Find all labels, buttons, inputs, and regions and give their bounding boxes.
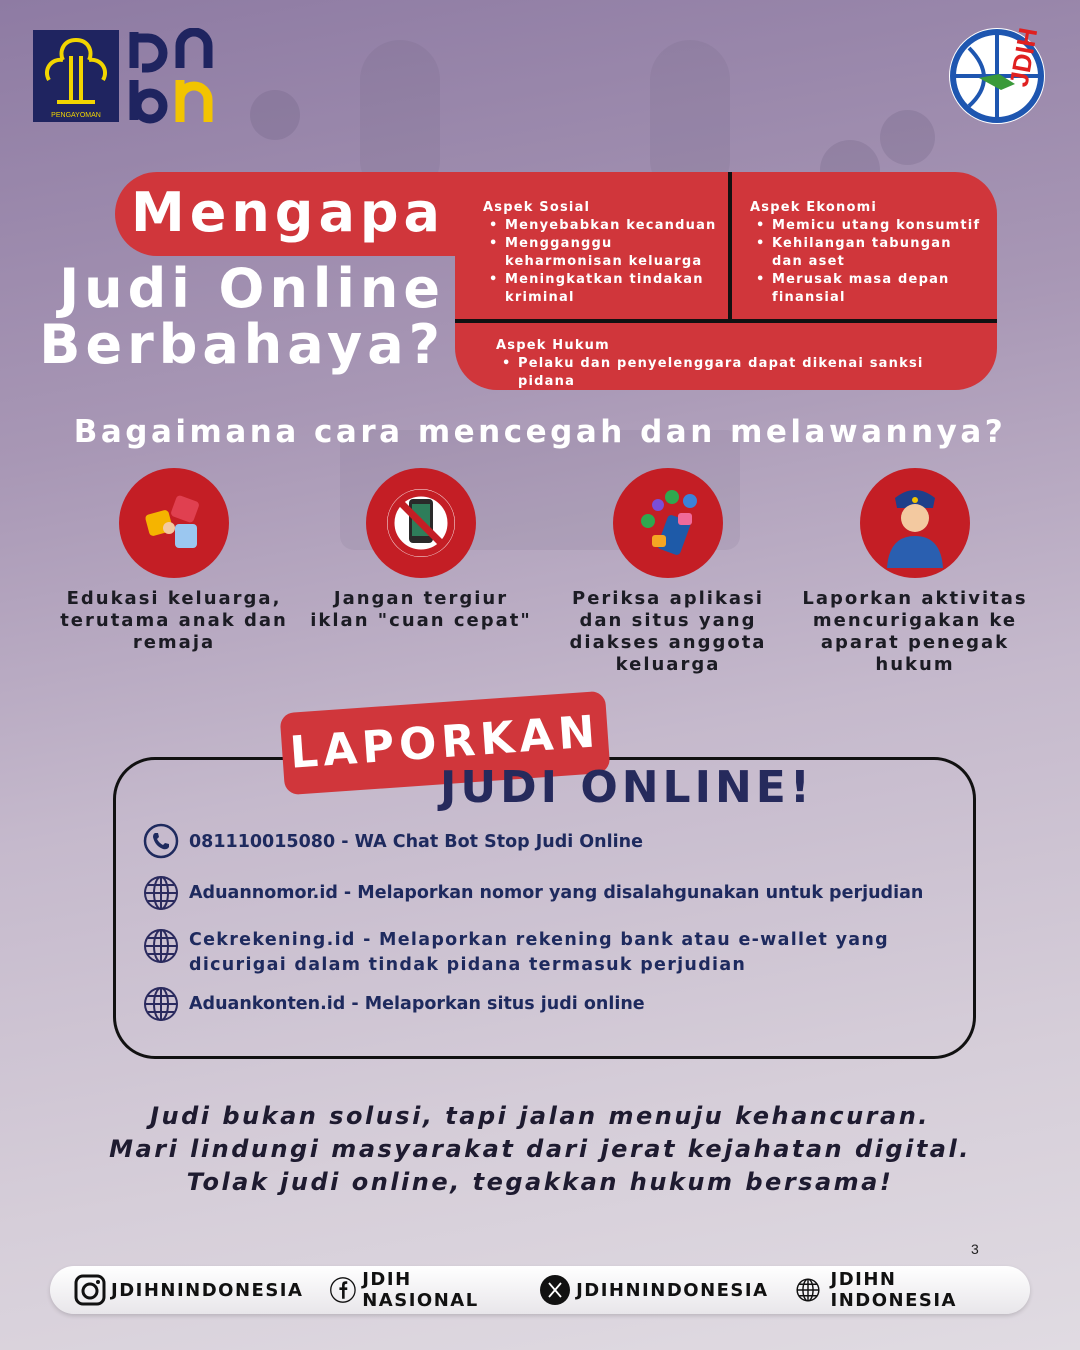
aspect-item: • Menyebabkan kecanduan (483, 217, 728, 235)
report-tag: LAPORKAN (280, 691, 611, 796)
prevention-heading: Bagaimana cara mencegah dan melawannya? (73, 414, 1007, 450)
logo-caption: PENGAYOMAN (51, 112, 101, 119)
globe-icon (143, 875, 179, 911)
footer-label: JDIHNINDONESIA (576, 1279, 769, 1301)
report-item-cekrekening[interactable] (143, 928, 973, 978)
step-avoid-ads (301, 468, 541, 632)
footer-label: JDIHNINDONESIA (111, 1279, 304, 1301)
step-text: Laporkan aktivitas mencurigakan ke aparat penegak hukum (802, 588, 1028, 675)
aspect-item: • Pelaku dan penyelenggara dapat dikenai sanksi pidana (496, 355, 976, 391)
report-item-aduankonten[interactable] (143, 986, 645, 1022)
report-item-text: Aduankonten.id - Melaporkan situs judi online (189, 994, 645, 1014)
step-check-apps (548, 468, 788, 676)
report-item-whatsapp[interactable] (143, 823, 643, 859)
footer-facebook[interactable] (329, 1269, 513, 1311)
bphn-logo (126, 28, 222, 124)
aspect-heading: Aspek Hukum (496, 338, 610, 353)
social-footer (50, 1266, 1030, 1314)
jdih-logo (949, 28, 1045, 124)
tree-icon (33, 30, 119, 110)
footer-label: JDIH NASIONAL (362, 1269, 479, 1311)
closing-message (0, 1100, 1080, 1199)
step-education (54, 468, 294, 654)
title-line-3: Berbahaya? (39, 313, 445, 376)
aspect-item: • Memicu utang konsumtif (750, 217, 985, 235)
background-chip (880, 110, 935, 165)
x-icon (539, 1274, 571, 1306)
footer-website[interactable] (795, 1269, 1004, 1311)
phone-icon (143, 823, 179, 859)
globe-icon (795, 1275, 821, 1305)
background-chip (250, 90, 300, 140)
divider (728, 172, 732, 322)
step-text: Edukasi keluarga, terutama anak dan remaja (60, 588, 288, 653)
closing-line: Judi bukan solusi, tapi jalan menuju kehancuran. (150, 1102, 930, 1130)
report-title: JUDI ONLINE! (440, 762, 814, 813)
facebook-icon (329, 1274, 357, 1306)
phone-apps-icon (613, 468, 723, 578)
step-text: Periksa aplikasi dan situs yang diakses anggota keluarga (569, 588, 767, 675)
pengayoman-logo (33, 30, 119, 122)
instagram-icon (74, 1274, 106, 1306)
aspect-item: • Merusak masa depan finansial (750, 271, 985, 307)
footer-instagram[interactable] (74, 1274, 303, 1306)
aspect-heading: Aspek Sosial (483, 200, 591, 215)
footer-x[interactable] (539, 1274, 768, 1306)
globe-icon (143, 986, 179, 1022)
aspect-social (483, 199, 728, 307)
svg-text:JDIH: JDIH (1003, 28, 1044, 89)
puzzle-hands-icon (119, 468, 229, 578)
globe-icon (143, 928, 179, 964)
aspect-law (496, 337, 976, 391)
aspect-economy (750, 199, 985, 307)
divider (455, 319, 997, 323)
police-officer-icon (860, 468, 970, 578)
report-item-aduannomor[interactable] (143, 875, 923, 911)
title-line-2: Judi Online (59, 257, 445, 320)
footer-label: JDIHN INDONESIA (830, 1269, 957, 1311)
title-line-1: Mengapa (131, 181, 445, 244)
aspect-item: • Mengganggu keharmonisan keluarga (483, 235, 728, 271)
closing-line: Tolak judi online, tegakkan hukum bersama! (186, 1168, 894, 1196)
aspect-heading: Aspek Ekonomi (750, 200, 877, 215)
report-item-text: Cekrekening.id - Melaporkan rekening bank atau e-wallet yang dicurigai dalam tindak pidana termasuk perjudian (189, 930, 889, 975)
aspect-item: • Kehilangan tabungan dan aset (750, 235, 985, 271)
report-item-text: Aduannomor.id - Melaporkan nomor yang disalahgunakan untuk perjudian (189, 883, 924, 903)
no-phone-icon (366, 468, 476, 578)
step-text: Jangan tergiur iklan "cuan cepat" (310, 588, 532, 631)
step-report-authorities (795, 468, 1035, 676)
aspect-item: • Meningkatkan tindakan kriminal (483, 271, 728, 307)
closing-line: Mari lindungi masyarakat dari jerat kejahatan digital. (109, 1135, 971, 1163)
page-number: 3 (971, 1241, 979, 1257)
report-item-text: 081110015080 - WA Chat Bot Stop Judi Online (189, 832, 643, 852)
